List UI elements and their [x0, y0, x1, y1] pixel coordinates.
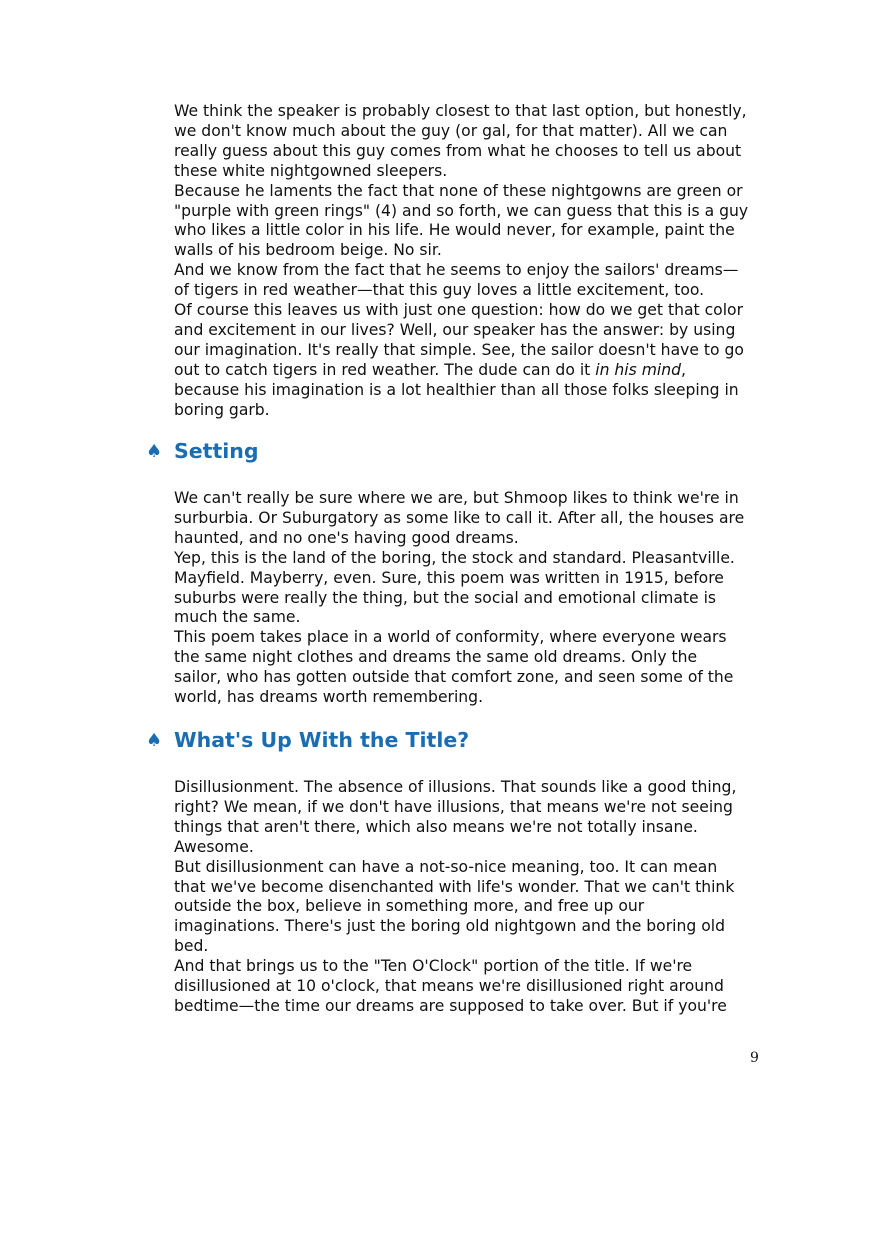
text-line: world, has dreams worth remembering. [174, 688, 484, 707]
setting-text [174, 489, 774, 708]
text-line: Disillusionment. The absence of illusions. That sounds like a good thing, [174, 778, 737, 796]
text-line: outside the box, believe in something more, and free up our [174, 897, 645, 916]
section-title: What's Up With the Title? [174, 728, 470, 752]
text-line: bed. [174, 937, 209, 956]
title-heading [146, 726, 469, 754]
text-line: our imagination. It's really that simple. See, the sailor doesn't have to go [174, 340, 744, 359]
text-line: and excitement in our lives? Well, our speaker has the answer: by using [174, 320, 736, 339]
setting-heading [146, 437, 259, 465]
intro-text [174, 102, 774, 421]
text-line: Because he laments the fact that none of these nightgowns are green or [174, 181, 743, 200]
text-line: boring garb. [174, 400, 270, 419]
text-line: really guess about this guy comes from what he chooses to tell us about [174, 141, 742, 160]
title-text [174, 778, 774, 1017]
text-line: Yep, this is the land of the boring, the stock and standard. Pleasantville. [174, 548, 735, 567]
text-line: Awesome. [174, 837, 254, 856]
text-line: And that brings us to the "Ten O'Clock" portion of the title. If we're [174, 957, 693, 976]
text-line: imaginations. There's just the boring old nightgown and the boring old [174, 917, 725, 936]
italic-phrase: in his mind [595, 360, 682, 379]
text-line: right? We mean, if we don't have illusions, that means we're not seeing [174, 797, 733, 816]
text-line: sailor, who has gotten outside that comfort zone, and seen some of the [174, 668, 734, 687]
text-line: We can't really be sure where we are, but Shmoop likes to think we're in [174, 489, 739, 507]
text-line: that we've become disenchanted with life's wonder. That we can't think [174, 877, 735, 896]
text-line: But disillusionment can have a not-so-nice meaning, too. It can mean [174, 857, 718, 876]
section-title: Setting [174, 439, 259, 463]
text-line: things that aren't there, which also means we're not totally insane. [174, 817, 698, 836]
text-line: these white nightgowned sleepers. [174, 161, 448, 180]
spade-icon: ♠ [146, 440, 163, 462]
text-line: Of course this leaves us with just one question: how do we get that color [174, 301, 743, 320]
text-line: disillusioned at 10 o'clock, that means we're disillusioned right around [174, 977, 724, 996]
text-segment: out to catch tigers in red weather. The dude can do it [174, 360, 596, 379]
text-line: We think the speaker is probably closest to that last option, but honestly, [174, 102, 747, 120]
text-line: Mayfield. Mayberry, even. Sure, this poem was written in 1915, before [174, 568, 724, 587]
text-line: walls of his bedroom beige. No sir. [174, 241, 442, 260]
spade-icon: ♠ [146, 729, 163, 751]
text-line: of tigers in red weather—that this guy loves a little excitement, too. [174, 281, 705, 300]
text-line: who likes a little color in his life. He would never, for example, paint the [174, 221, 735, 240]
text-line: much the same. [174, 608, 301, 627]
text-line [174, 361, 774, 381]
text-segment: , [681, 360, 686, 379]
text-line: bedtime—the time our dreams are supposed to take over. But if you're [174, 996, 727, 1015]
text-line: And we know from the fact that he seems to enjoy the sailors' dreams— [174, 261, 739, 280]
text-line: "purple with green rings" (4) and so forth, we can guess that this is a guy [174, 201, 749, 220]
text-line: the same night clothes and dreams the same old dreams. Only the [174, 648, 698, 667]
text-line: we don't know much about the guy (or gal, for that matter). All we can [174, 121, 728, 140]
page-number: 9 [750, 1050, 759, 1066]
text-line: because his imagination is a lot healthier than all those folks sleeping in [174, 380, 739, 399]
text-line: surburbia. Or Suburgatory as some like to call it. After all, the houses are [174, 508, 745, 527]
text-line: suburbs were really the thing, but the social and emotional climate is [174, 588, 717, 607]
text-line: This poem takes place in a world of conformity, where everyone wears [174, 628, 727, 647]
text-line: haunted, and no one's having good dreams. [174, 528, 519, 547]
